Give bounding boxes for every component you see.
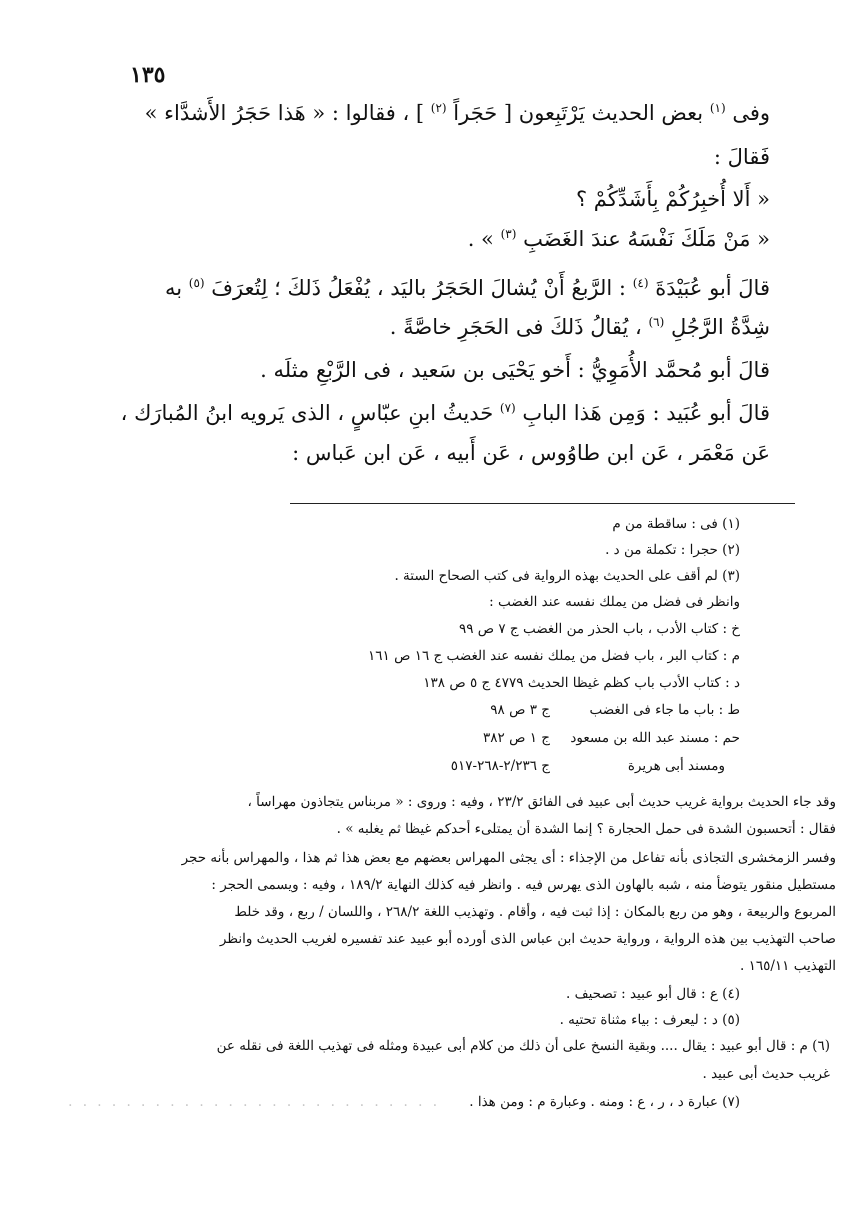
text-segment: « مَنْ مَلَكَ نَفْسَهُ عندَ الغَضَبِ [516,227,770,251]
reference-line: خ : كتاب الأدب ، باب الحذر من الغضب ج ٧ ص ٩٩ [458,621,740,637]
note-paragraph-line: فقال : أتحسبون الشدة فى حمل الحجارة ؟ إنما الشدة أن يمتلىء أحدكم غيظا ثم يغلبه » . [336,821,836,837]
text-segment: بعض الحديث يَرْتَبِعون [ حَجَراً [446,101,710,125]
note-paragraph-line: صاحب التهذيب بين هذه الرواية ، ورواية حديث ابن عباس الذى أورده أبو عبيد عند تفسيره لغريب الحديث وانظر [219,931,836,947]
main-paragraph [110,228,770,250]
reference-value: ج ١ ص ٣٨٢ [483,730,550,746]
footnote-6: (٦) م : قال أبو عبيد : يقال .... وبقية النسخ على أن ذلك من كلام أبى عبيدة ومثله فى تهذيب اللغة فى نقله عن [216,1038,830,1054]
main-paragraph [110,147,770,168]
main-paragraph [110,102,770,124]
note-paragraph-line: المربوع والربيعة ، وهو من ربع بالمكان : إذا ثبت فيه ، وأقام . وتهذيب اللغة ٢٦٨/٢ ، واللسان / ربع ، وقد خلط [234,904,836,920]
text-segment: شِدَّةُ الرَّجُلِ [664,315,770,339]
text-segment: « أَلا أُخبِرُكُمْ بِأَشَدِّكُمْ ؟ [575,187,770,211]
main-paragraph [110,360,770,381]
main-paragraph [110,277,770,299]
note-paragraph-line: التهذيب ١٦٥/١١ . [740,958,836,974]
reference-line [451,760,725,774]
footnote-marker: (٢) [430,101,447,115]
text-segment: به [165,276,189,300]
main-paragraph [110,189,770,210]
reference-line: د : كتاب الأدب باب كظم غيظا الحديث ٤٧٧٩ ج ٥ ص ١٣٨ [423,675,740,691]
footnote-marker: (٤) [632,276,649,290]
footnote-marker: (٥) [188,276,205,290]
reference-value: ج ٢/٢٣٦-٢٦٨-٥١٧ [450,758,550,774]
text-segment: وفى [725,101,770,125]
text-segment: فَقالَ : [713,145,770,169]
main-paragraph [110,443,770,464]
reference-line: م : كتاب البر ، باب فضل من يملك نفسه عند الغضب ج ١٦ ص ١٦١ [368,648,740,664]
footnote-divider [290,503,795,504]
text-segment: ] ، فقالوا : « هَذا حَجَرُ الأَشدَّاء » [144,101,431,125]
footnote-7: (٧) عبارة د ، ر ، ع : ومنه . وعبارة م : ومن هذا . [469,1094,740,1110]
text-segment: ، يُقالُ ذَلكَ فى الحَجَرِ خاصَّةً . [389,315,649,339]
faded-bleedthrough-text: . . . . . . . . . . . . . . . . . . . . . . . . . . [68,1094,440,1110]
footnote-marker: (٦) [648,315,665,329]
note-paragraph-line: مستطيل منقور يتوضأ منه ، شبه بالهاون الذى يهرس فيه . وانظر فيه كذلك النهاية ١٨٩/٢ ، وفيه : ويسمى الحجر : [211,877,836,893]
footnote-marker: (٣) [500,227,517,241]
footnote-4: (٤) ع : قال أبو عبيد : تصحيف . [566,986,740,1002]
footnote-1: (١) فى : ساقطة من م [612,516,740,532]
text-segment: قالَ أبو عُبَيد : وَمِن هَذا البابِ [515,401,770,425]
main-text [110,100,770,464]
reference-line [490,704,740,718]
main-paragraph [110,402,770,424]
reference-value: ج ٣ ص ٩٨ [490,702,550,718]
footnote-marker: (١) [709,101,726,115]
text-segment: قالَ أبو مُحمَّد الأُمَوِيُّ : أَخو يَحْيَى بن سَعيد ، فى الرَّبْعِ مثلَه . [260,358,770,382]
text-segment: » . [467,227,501,251]
text-segment: حَديثُ ابنِ عبّاسٍ ، الذى يَرويه ابنُ المُبارَك ، [120,401,500,425]
main-paragraph [110,316,770,338]
note-paragraph-line: وفسر الزمخشرى التجاذى بأنه تفاعل من الإجذاء : أى يجثى المهراس بعضهم مع بعض هذا ثم هذا ، والمهراس بأنه حجر [181,850,836,866]
text-segment: عَن مَعْمَر ، عَن ابن طاوُوس ، عَن أَبيه ، عَن ابن عَباس : [292,441,770,465]
text-segment: : الرَّبعُ أَنْ يُشالَ الحَجَرُ باليَد ، يُفْعَلُ ذَلكَ ؛ لِتُعرَفَ [204,276,633,300]
reference-line [483,732,740,746]
footnote-3: (٣) لم أقف على الحديث بهذه الرواية فى كتب الصحاح الستة . [394,568,740,584]
reference-label: ومسند أبى هريرة [627,758,725,774]
page-number: ١٣٥ [130,62,166,88]
footnote-marker: (٧) [499,401,516,415]
footnote-3-continued: وانظر فى فضل من يملك نفسه عند الغضب : [489,594,740,610]
footnote-2: (٢) حجرا : تكملة من د . [605,542,740,558]
footnote-5: (٥) د : ليعرف : بياء مثناة تحتيه . [559,1012,740,1028]
note-paragraph-line: وقد جاء الحديث برواية غريب حديث أبى عبيد فى الفائق ٢٣/٢ ، وفيه : وروى : « مربناس يتجاذون مهراساً ، [247,794,836,810]
footnote-6-continued: غريب حديث أبى عبيد . [702,1066,830,1082]
reference-label: ط : باب ما جاء فى الغضب [589,702,740,718]
reference-label: حم : مسند عبد الله بن مسعود [570,730,740,746]
text-segment: قالَ أبو عُبَيْدَةَ [648,276,770,300]
